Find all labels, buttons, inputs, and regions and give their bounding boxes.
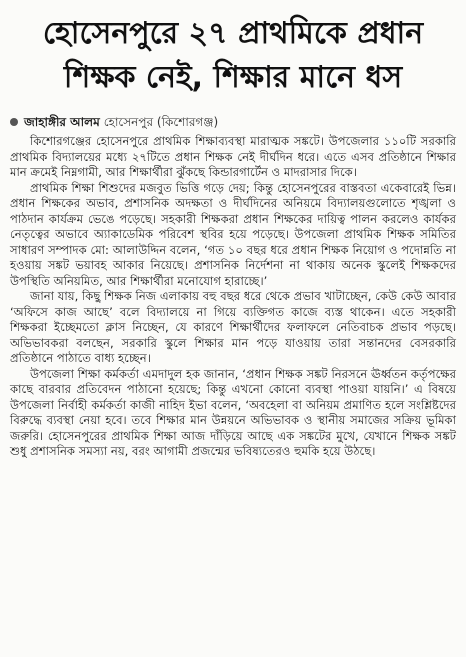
headline-line-2: শিক্ষক নেই, শিক্ষার মানে ধস <box>63 60 403 95</box>
bullet-icon <box>10 118 18 126</box>
article-paragraph: জানা যায়, কিছু শিক্ষক নিজ এলাকায় বহু বছর ধরে থেকে প্রভাব খাটাচ্ছেন, কেউ কেউ আবার ‘অফিসে কাজ আছে’ বলে বিদ্যালয়ে না গিয়ে ব্যক্তিগত কাজে ব্যস্ত থাকেন। এতে সহকারী শিক্ষকরা ইচ্ছেমতো ক্লাস নিচ্ছেন, যে কারণে শিক্ষার্থীদের ফলাফলে নেতিবাচক প্রভাব পড়ছে। অভিভাবকরা বলছেন, সরকারি স্কুলে শিক্ষার মান পড়ে যাওয়ায় তারা সন্তানদের বেসরকারি প্রতিষ্ঠানে পাঠাতে বাধ্য হচ্ছেন। <box>10 289 456 365</box>
author-name: জাহাঙ্গীর আলম <box>24 115 100 129</box>
headline-line-1: হোসেনপুরে ২৭ প্রাথমিকে প্রধান <box>42 16 424 51</box>
article-paragraph: উপজেলা শিক্ষা কর্মকর্তা এমদাদুল হক জানান, ‘প্রধান শিক্ষক সঙ্কট নিরসনে ঊর্ধ্বতন কর্তৃপক্ষের কাছে বারবার প্রতিবেদন পাঠানো হয়েছে; কিন্তু এখনো কোনো ব্যবস্থা পাওয়া যায়নি।’ এ বিষয়ে উপজেলা নির্বাহী কর্মকর্তা কাজী নাহিদ ইভা বলেন, ‘অবহেলা বা অনিয়ম প্রমাণিত হলে সংশ্লিষ্টদের বিরুদ্ধে ব্যবস্থা নেয়া হবে। তবে শিক্ষার মান উন্নয়নে অভিভাবক ও স্থানীয় সমাজের সক্রিয় ভূমিকা জরুরি। হোসেনপুরের প্রাথমিক শিক্ষা আজ দাঁড়িয়ে আছে এক সঙ্কটের মুখে, যেখানে শিক্ষক সঙ্কট শুধু প্রশাসনিক সমস্যা নয়, বরং আগামী প্রজন্মের ভবিষ্যতেরও হুমকি হয়ে উঠছে। <box>10 366 456 458</box>
article-body <box>10 134 456 460</box>
article-paragraph: প্রাথমিক শিক্ষা শিশুদের মজবুত ভিত্তি গড়ে দেয়; কিন্তু হোসেনপুরের বাস্তবতা একেবারেই ভিন্ন। প্রধান শিক্ষকের অভাব, প্রশাসনিক অদক্ষতা ও দীর্ঘদিনের অনিয়মে বিদ্যালয়গুলোতে শৃঙ্খলা ও পাঠদান কার্যক্রম ভেঙে পড়েছে। সহকারী শিক্ষকরা প্রধান শিক্ষকের দায়িত্ব পালন করলেও কার্যকর নেতৃত্বের অভাবে অ্যাকাডেমিক পরিবেশ স্থবির হয়ে পড়েছে। উপজেলা প্রাথমিক শিক্ষক সমিতির সাধারণ সম্পাদক মো: আলাউদ্দিন বলেন, ‘গত ১০ বছর ধরে প্রধান শিক্ষক নিয়োগ ও পদোন্নতি না হওয়ায় সঙ্কট ভয়াবহ আকার নিয়েছে। প্রশাসনিক নির্দেশনা না থাকায় অনেক স্কুলেই শিক্ষকদের উপস্থিতি অনিয়মিত, আর শিক্ষার্থীরা মনোযোগ হারাচ্ছে।’ <box>10 180 456 288</box>
article-paragraph: কিশোরগঞ্জের হোসেনপুরে প্রাথমিক শিক্ষাব্যবস্থা মারাত্মক সঙ্কটে। উপজেলার ১১০টি সরকারি প্রাথমিক বিদ্যালয়ের মধ্যে ২৭টিতে প্রধান শিক্ষক নেই দীর্ঘদিন ধরে। এতে এসব প্রতিষ্ঠানে শিক্ষার মান ক্রমেই নিম্নগামী, আর শিক্ষার্থীরা ঝুঁকছে কিন্ডারগার্টেন ও মাদরাসার দিকে। <box>10 134 456 179</box>
byline <box>10 114 456 130</box>
dateline-place: হোসেনপুর (কিশোরগঞ্জ) <box>103 115 219 129</box>
headline <box>10 12 456 100</box>
